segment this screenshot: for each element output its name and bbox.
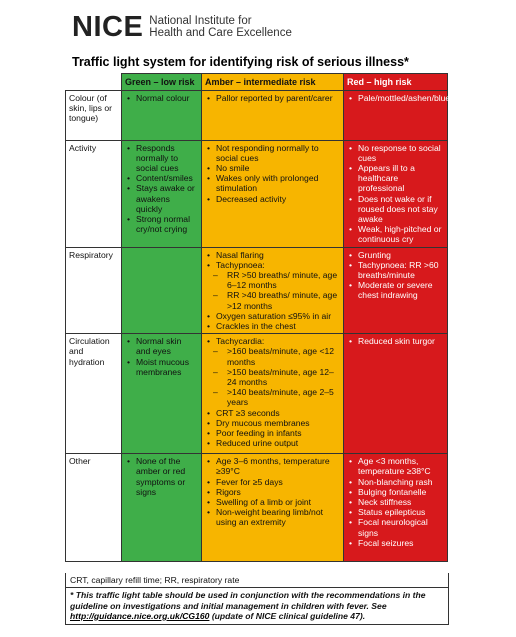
bullet-list — [347, 336, 444, 346]
bullet-list — [205, 250, 340, 270]
table-row-colour — [66, 90, 448, 140]
bullet-list — [205, 311, 340, 331]
bullet-list — [347, 456, 444, 548]
bullet-list — [125, 93, 198, 103]
cell-circulation-green — [122, 334, 202, 454]
bullet-list — [205, 270, 340, 311]
list-item: • Responds normally to social cues — [136, 143, 198, 174]
list-item: • Rigors — [216, 487, 340, 497]
list-item: • Moderate or severe chest indrawing — [358, 280, 444, 300]
list-item: • Crackles in the chest — [216, 321, 340, 331]
list-item: • Decreased activity — [216, 194, 340, 204]
list-item: • Focal seizures — [358, 538, 444, 548]
cell-activity-amber — [202, 140, 344, 247]
list-item: • Does not wake or if roused does not stay awake — [358, 194, 444, 225]
footnote-usage — [66, 588, 448, 624]
cell-activity-green — [122, 140, 202, 247]
list-item: • Neck stiffness — [358, 497, 444, 507]
bullet-list — [205, 456, 340, 527]
bullet-list — [125, 456, 198, 497]
bullet-list — [125, 336, 198, 377]
nice-header — [72, 10, 292, 44]
list-item: • Non-blanching rash — [358, 477, 444, 487]
cell-other-green — [122, 454, 202, 562]
table-header-row — [66, 74, 448, 91]
footnote-usage-tail: (update of NICE clinical guideline 47). — [209, 610, 366, 621]
table-row-respiratory — [66, 247, 448, 334]
list-item: • Grunting — [358, 250, 444, 260]
cell-circulation-red — [344, 334, 448, 454]
list-item: • No smile — [216, 163, 340, 173]
bullet-list — [205, 346, 340, 407]
list-item: • Normal skin and eyes — [136, 336, 198, 356]
cell-respiratory-amber — [202, 247, 344, 334]
list-item: – RR >50 breaths/ minute, age 6–12 months — [227, 270, 340, 290]
list-item: • Swelling of a limb or joint — [216, 497, 340, 507]
list-item: – >140 beats/minute, age 2–5 years — [227, 387, 340, 407]
list-item: • Reduced skin turgor — [358, 336, 444, 346]
cell-colour-green — [122, 90, 202, 140]
cell-colour-red — [344, 90, 451, 140]
list-item: • Non-weight bearing limb/not using an extremity — [216, 507, 340, 527]
list-item: – RR >40 breaths/ minute, age >12 months — [227, 290, 340, 310]
list-item: • Content/smiles — [136, 173, 198, 183]
list-item: • Focal neurological signs — [358, 517, 444, 537]
list-item: • Age 3–6 months, temperature ≥39°C — [216, 456, 340, 476]
list-item: • Weak, high-pitched or continuous cry — [358, 224, 444, 244]
list-item: • Pallor reported by parent/carer — [216, 93, 340, 103]
footnote-usage-text: * This traffic light table should be used in conjunction with the recommendations in the guideline on investigations and initial management in children with fever. See — [70, 590, 426, 611]
row-label-activity: Activity — [66, 140, 122, 247]
list-item: • Nasal flaring — [216, 250, 340, 260]
bullet-list — [205, 143, 340, 204]
row-label-circulation: Circulation and hydration — [66, 334, 122, 454]
list-item: • Bulging fontanelle — [358, 487, 444, 497]
list-item: – >160 beats/minute, age <12 months — [227, 346, 340, 366]
list-item: • Normal colour — [136, 93, 198, 103]
bullet-list — [205, 93, 340, 103]
list-item: – >150 beats/minute, age 12–24 months — [227, 367, 340, 387]
list-item: • Wakes only with prolonged stimulation — [216, 173, 340, 193]
cell-other-amber — [202, 454, 344, 562]
row-label-colour: Colour (of skin, lips or tongue) — [66, 90, 122, 140]
table-footnotes — [65, 573, 449, 625]
list-item: • CRT ≥3 seconds — [216, 408, 340, 418]
list-item: • Dry mucous membranes — [216, 418, 340, 428]
column-header-amber: Amber – intermediate risk — [202, 74, 344, 91]
bullet-list — [205, 336, 340, 346]
column-header-red: Red – high risk — [344, 74, 448, 91]
list-item: • Stays awake or awakens quickly — [136, 183, 198, 214]
cell-colour-amber — [202, 90, 344, 140]
guidance-link[interactable]: http://guidance.nice.org.uk/CG160 — [70, 610, 210, 621]
row-label-other: Other — [66, 454, 122, 562]
list-item: • Age <3 months, temperature ≥38°C — [358, 456, 444, 476]
list-item: • Tachypnoea: — [216, 260, 340, 270]
bullet-list — [347, 143, 444, 245]
table-row-other — [66, 454, 448, 562]
org-name: National Institute for Health and Care Excellence — [149, 15, 292, 39]
list-item: • Fever for ≥5 days — [216, 477, 340, 487]
cell-activity-red — [344, 140, 448, 247]
list-item: • Tachypnoea: RR >60 breaths/minute — [358, 260, 444, 280]
list-item: • Tachycardia: — [216, 336, 340, 346]
list-item: • Pale/mottled/ashen/blue — [358, 93, 444, 103]
list-item: • Appears ill to a healthcare professional — [358, 163, 444, 194]
bullet-list — [205, 408, 340, 449]
traffic-light-table — [65, 73, 451, 562]
list-item: • None of the amber or red symptoms or signs — [136, 456, 198, 497]
list-item: • No response to social cues — [358, 143, 444, 163]
nice-logo: NICE — [72, 10, 144, 43]
bullet-list — [347, 250, 444, 301]
cell-respiratory-red — [344, 247, 448, 334]
header-blank-cell — [66, 74, 122, 91]
list-item: • Poor feeding in infants — [216, 428, 340, 438]
cell-circulation-amber — [202, 334, 344, 454]
bullet-list — [125, 143, 198, 235]
list-item: • Moist mucous membranes — [136, 357, 198, 377]
table-row-circulation — [66, 334, 448, 454]
list-item: • Strong normal cry/not crying — [136, 214, 198, 234]
page-title: Traffic light system for identifying risk of serious illness* — [72, 55, 409, 69]
footnote-abbreviations: CRT, capillary refill time; RR, respiratory rate — [66, 573, 448, 588]
list-item: • Reduced urine output — [216, 438, 340, 448]
list-item: • Not responding normally to social cues — [216, 143, 340, 163]
row-label-respiratory: Respiratory — [66, 247, 122, 334]
cell-other-red — [344, 454, 448, 562]
column-header-green: Green – low risk — [122, 74, 202, 91]
list-item: • Status epilepticus — [358, 507, 444, 517]
bullet-list — [347, 92, 451, 103]
cell-respiratory-green — [122, 247, 202, 334]
list-item: • Oxygen saturation ≤95% in air — [216, 311, 340, 321]
table-row-activity — [66, 140, 448, 247]
